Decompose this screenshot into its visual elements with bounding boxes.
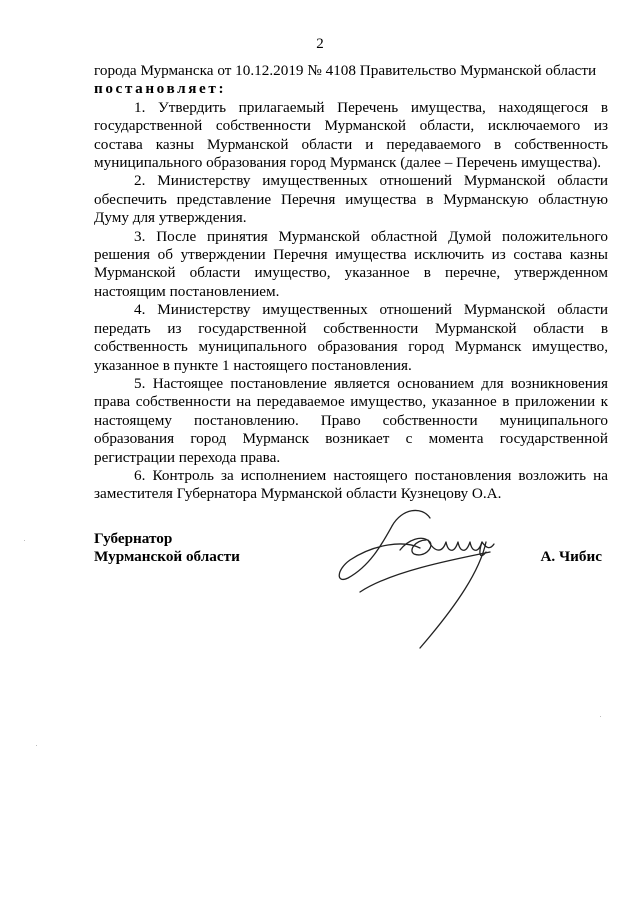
page-number: 2 (316, 36, 324, 52)
handwritten-signature (330, 500, 520, 660)
decree-line: постановляет: (94, 80, 227, 98)
clause-4: 4. Министерству имущественных отношений Мурманской области передать из государственной собственности Мурманской области в собственность муниципального образования город Мурманск имущество, указанное в пункте 1 настоящего постановления. (94, 301, 608, 374)
clause-3: 3. После принятия Мурманской областной Думой положительного решения об утверждении Перечня имущества исключить из состава казны Мурманской области имущество, указанное в перечне, утвержденном настоящим постановлением. (94, 227, 608, 300)
clause-6: 6. Контроль за исполнением настоящего постановления возложить на заместителя Губернатора Мурманской области Кузнецову О.А. (94, 466, 608, 503)
document-body (94, 62, 608, 504)
clause-5: 5. Настоящее постановление является основанием для возникновения права собственности на передаваемое имущество, указанное в приложении к настоящему постановлению. Право собственности муниципального образования город Мурманск возникает с момента государственной регистрации перехода права. (94, 374, 608, 466)
intro-line: города Мурманска от 10.12.2019 № 4108 Правительство Мурманской области (94, 62, 597, 79)
signatory-title-line1: Губернатор (94, 530, 173, 547)
signatory-title (94, 530, 240, 567)
clause-1: 1. Утвердить прилагаемый Перечень имущества, находящегося в государственной собственности Мурманской области, исключаемого из состава казны Мурманской области и передаваемого в собственность муниципального образования город Мурманск (далее – Перечень имущества). (94, 98, 608, 172)
decree-word: постановляет (94, 80, 219, 98)
signatory-name: А. Чибис (540, 548, 602, 565)
clause-2: 2. Министерству имущественных отношений Мурманской области обеспечить представление Перечня имущества в Мурманскую областную Думу для утверждения. (94, 172, 608, 227)
signatory-title-line2: Мурманской области (94, 548, 240, 566)
